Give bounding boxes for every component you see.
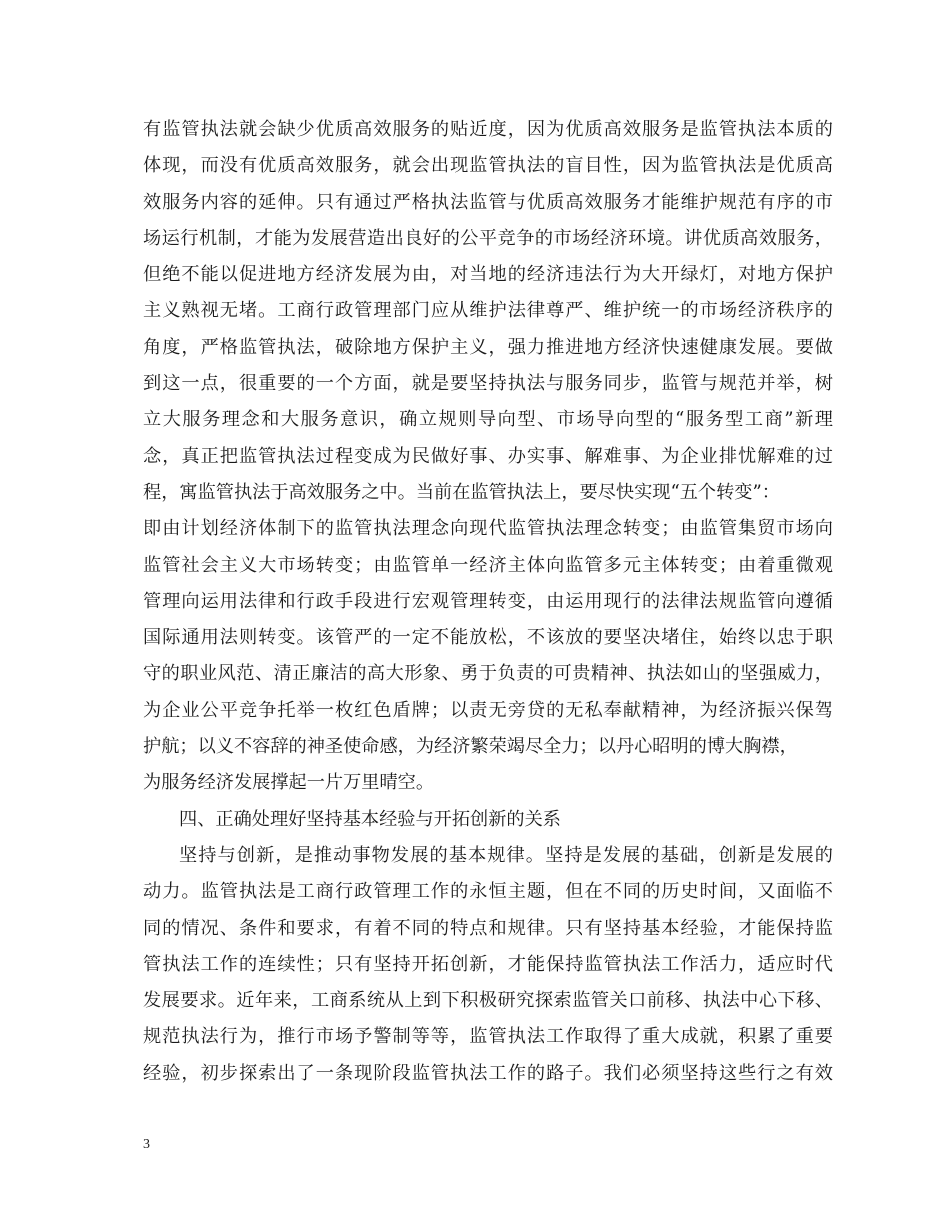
page-number: 3 [143,1137,150,1152]
text-line: 场运行机制，才能为发展营造出良好的公平竞争的市场经济环境。讲优质高效服务， [143,227,833,249]
section-heading: 四、正确处理好坚持基本经验与开拓创新的关系 [179,808,561,830]
text-line: 角度，严格监管执法，破除地方保护主义，强力推进地方经济快速健康发展。要做 [143,336,833,358]
text-line: 管理向运用法律和行政手段进行宏观管理转变，由运用现行的法律法规监管向遵循 [143,590,833,612]
text-line: 效服务内容的延伸。只有通过严格执法监管与优质高效服务才能维护规范有序的市 [143,191,833,213]
text-line: 动力。监管执法是工商行政管理工作的永恒主题，但在不同的历史时间，又面临不 [143,881,833,903]
text-line: 念，真正把监管执法过程变成为民做好事、办实事、解难事、为企业排忧解难的过 [143,445,833,467]
text-line: 但绝不能以促进地方经济发展为由，对当地的经济违法行为大开绿灯，对地方保护 [143,264,833,286]
text-line: 规范执法行为，推行市场予警制等等，监管执法工作取得了重大成就，积累了重要 [143,1026,833,1048]
text-line: 为服务经济发展撑起一片万里晴空。 [143,772,435,794]
text-line: 国际通用法则转变。该管严的一定不能放松，不该放的要坚决堵住，始终以忠于职 [143,627,833,649]
text-line: 体现，而没有优质高效服务，就会出现监管执法的盲目性，因为监管执法是优质高 [143,155,833,177]
text-line: 立大服务理念和大服务意识，确立规则导向型、市场导向型的“服务型工商”新理 [143,409,833,431]
text-line: 监管社会主义大市场转变；由监管单一经济主体向监管多元主体转变；由着重微观 [143,554,833,576]
text-line: 程，寓监管执法于高效服务之中。当前在监管执法上，要尽快实现“五个转变”： [143,481,780,503]
text-line: 管执法工作的连续性；只有坚持开拓创新，才能保持监管执法工作活力，适应时代 [143,953,833,975]
text-line: 有监管执法就会缺少优质高效服务的贴近度，因为优质高效服务是监管执法本质的 [143,119,833,140]
text-line: 发展要求。近年来，工商系统从上到下积极研究探索监管关口前移、执法中心下移、 [143,990,833,1012]
text-line: 即由计划经济体制下的监管执法理念向现代监管执法理念转变；由监管集贸市场向 [143,518,833,540]
body-text [143,112,833,1092]
text-line: 经验，初步探索出了一条现阶段监管执法工作的路子。我们必须坚持这些行之有效 [143,1062,833,1084]
text-line: 坚持与创新，是推动事物发展的基本规律。坚持是发展的基础，创新是发展的 [179,844,833,866]
text-line: 为企业公平竞争托举一枚红色盾牌；以责无旁贷的无私奉献精神，为经济振兴保驾 [143,699,833,721]
text-line: 主义熟视无堵。工商行政管理部门应从维护法律尊严、维护统一的市场经济秩序的 [143,300,833,322]
text-line: 同的情况、条件和要求，有着不同的特点和规律。只有坚持基本经验，才能保持监 [143,917,833,939]
text-line: 护航；以义不容辞的神圣使命感，为经济繁荣竭尽全力；以丹心昭明的博大胸襟， [143,736,798,758]
text-line: 守的职业风范、清正廉洁的高大形象、勇于负责的可贵精神、执法如山的坚强威力， [143,663,833,685]
text-line: 到这一点，很重要的一个方面，就是要坚持执法与服务同步，监管与规范并举，树 [143,373,833,395]
